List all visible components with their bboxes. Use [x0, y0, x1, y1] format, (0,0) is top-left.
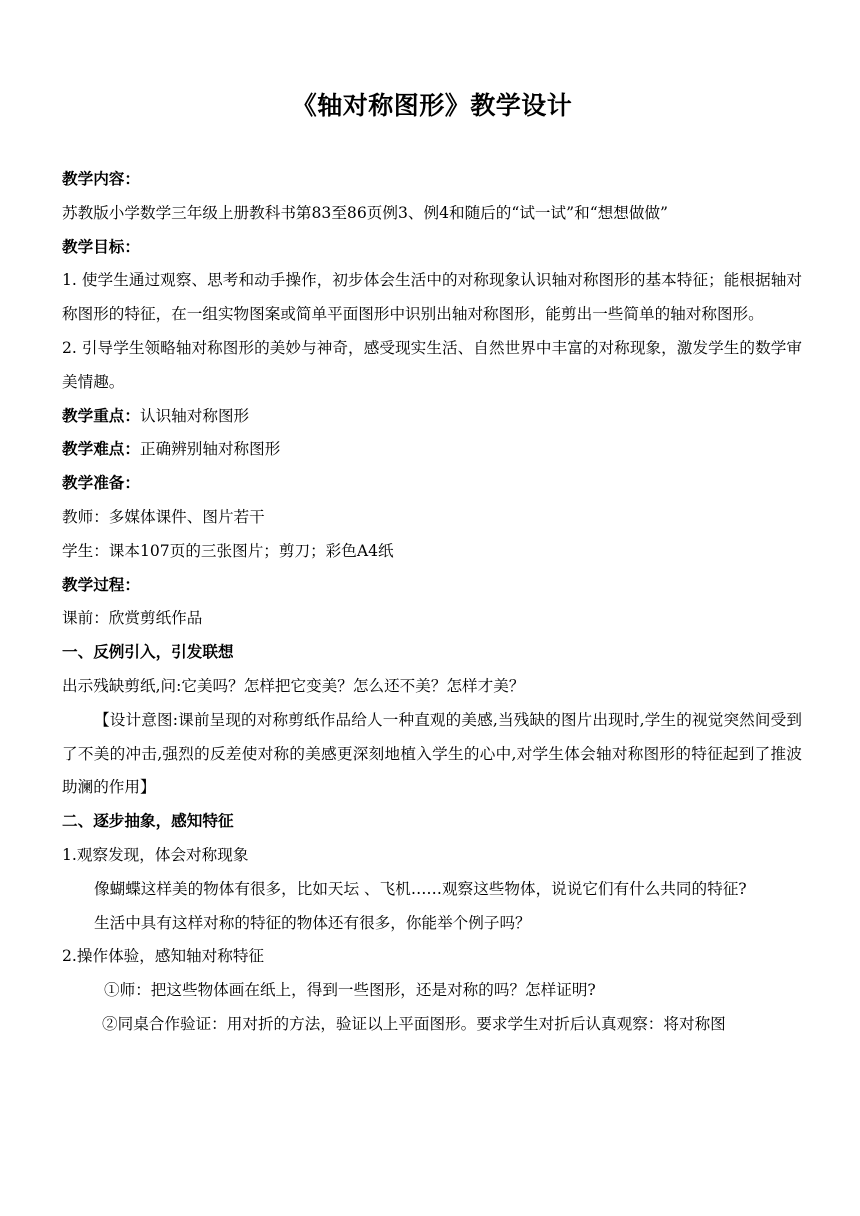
prep-student: 学生：课本107页的三张图片；剪刀；彩色A4纸	[62, 541, 394, 560]
step-2-item-2: ②同桌合作验证：用对折的方法，验证以上平面图形。要求学生对折后认真观察：将对称图	[102, 1014, 726, 1033]
prep-teacher: 教师：多媒体课件、图片若干	[62, 507, 265, 526]
content-text: 苏教版小学数学三年级上册教科书第83至86页例3、例4和随后的“试一试”和“想想做做”	[62, 203, 669, 222]
key-point-line	[62, 400, 802, 434]
key-point-label: 教学重点：	[62, 406, 140, 425]
step-1-text-b: 生活中具有这样对称的特征的物体还有很多，你能举个例子吗？	[94, 913, 531, 932]
content-heading: 教学内容：	[62, 170, 140, 188]
key-point-text: 认识轴对称图形	[139, 406, 250, 425]
section-1-text: 出示残缺剪纸,问:它美吗？怎样把它变美？怎么还不美？怎样才美？	[62, 676, 525, 695]
goals-heading: 教学目标：	[62, 237, 140, 256]
difficulty-label: 教学难点：	[62, 440, 140, 459]
prep-heading: 教学准备：	[62, 474, 140, 493]
step-2-item-1: ①师：把这些物体画在纸上，得到一些图形，还是对称的吗？怎样证明?	[104, 981, 596, 1000]
document-body	[62, 163, 802, 1042]
difficulty-text: 正确辨别轴对称图形	[139, 440, 281, 459]
section-1-heading: 一、反例引入，引发联想	[62, 643, 234, 662]
process-heading: 教学过程：	[62, 575, 140, 594]
step-2-heading: 2.操作体验，感知轴对称特征	[62, 947, 265, 966]
difficulty-line	[62, 433, 802, 467]
step-1-text-a: 像蝴蝶这样美的物体有很多，比如天坛 、飞机……观察这些物体，说说它们有什么共同的特征?	[94, 879, 747, 898]
goal-2: 2. 引导学生领略轴对称图形的美妙与神奇，感受现实生活、自然世界中丰富的对称现象，激发学生的数学审美情趣。	[62, 338, 802, 391]
pre-class: 课前：欣赏剪纸作品	[62, 609, 203, 628]
document-title: 《轴对称图形》教学设计	[291, 91, 573, 120]
design-intent: 【设计意图:课前呈现的对称剪纸作品给人一种直观的美感,当残缺的图片出现时,学生的视觉突然间受到了不美的冲击,强烈的反差使对称的美感更深刻地植入学生的心中,对学生体会轴对称图形的特征起到了推波助澜的作用】	[62, 710, 802, 797]
section-2-heading: 二、逐步抽象，感知特征	[62, 812, 234, 831]
step-1-heading: 1.观察发现，体会对称现象	[62, 845, 249, 864]
goal-1: 1. 使学生通过观察、思考和动手操作，初步体会生活中的对称现象认识轴对称图形的基本特征；能根据轴对称图形的特征，在一组实物图案或简单平面图形中识别出轴对称图形，能剪出一些简单的轴对称图形。	[62, 271, 802, 324]
